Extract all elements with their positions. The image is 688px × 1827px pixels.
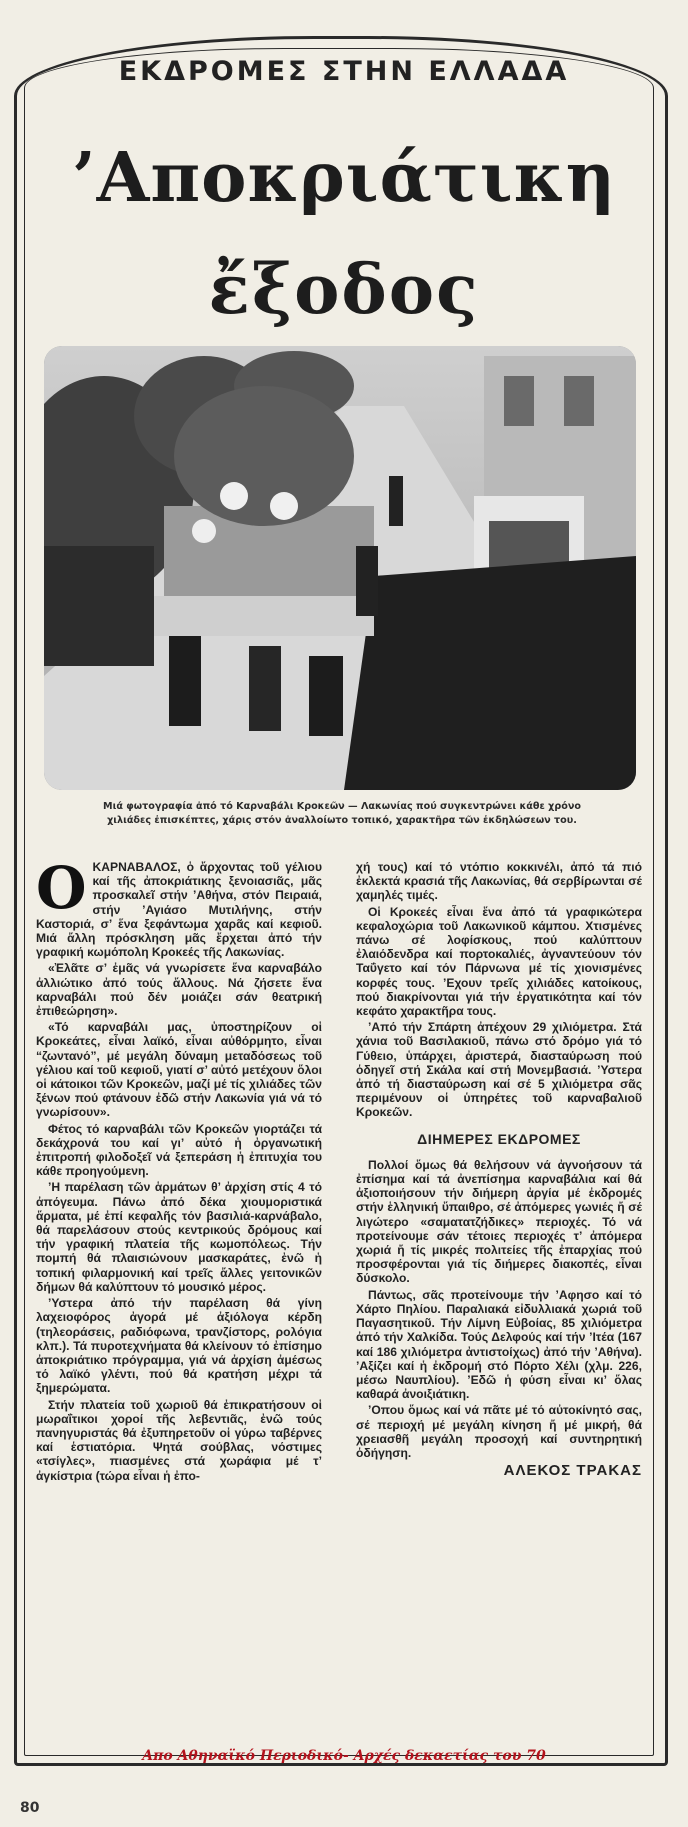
article-paragraph: ’Υστερα ἀπό τήν παρέλαση θά γίνη λαχειοφόρος ἀγορά μέ ἀξιόλογα κέρδη (τηλεοράσεις, ραδιόφωνα, τρανζίστορς, ρολόγια κλπ.). Τά πυροτεχνήματα θά κλείνουν τό ἐπίσημο ἀποκριάτικο πρόγραμμα, γιά νά ἀρχίση ἀμέσως τό λαϊκό γλέντι, πού θά κρατήση μέχρι τά ξημερώματα. (36, 1296, 322, 1396)
article-column-right (356, 860, 642, 1478)
article-paragraph: Πολλοί ὅμως θά θελήσουν νά ἀγνοήσουν τά ἐπίσημα καί τά ἀνεπίσημα καρναβάλια καί θά ἀξιοποιήσουν τήν διήμερη ἀργία μέ ἐκδρομές στήν ἑλληνική ὕπαιθρο, σέ ἀπόμερες γωνιές ἤ σέ λιγώτερο «σαματατζήδικες» περιοχές. Τό νά προτείνουμε σάν τέτοιες περιοχές τ’ ἀπόμερα χωριά ἤ τίς μικρές πολιτείες τῆς ἐπαρχίας πού προσφέρονται γιά τίς διήμερες διακοπές, εἶναι δύσκολο. (356, 1157, 642, 1286)
article-paragraph: «Τό καρναβάλι μας, ὑποστηρίζουν οἱ Κροκεάτες, εἶναι λαϊκό, εἶναι αὐθόρμητο, εἶναι “ζωντανό”, μέ μεγάλη δύναμη μεταδόσεως τοῦ γέλιου καί τοῦ κεφιοῦ, γιατί σ’ αὐτό μετέχουν ὅλοι οἱ κάτοικοι τῶν Κροκεῶν, μαζί μέ τίς χιλιάδες τῶν ξένων πού φτάνουν ἐδῶ στήν Λακωνία γιά νά τό γνωρίσουν». (36, 1020, 322, 1120)
drop-cap: Ο (36, 854, 87, 922)
article-paragraph: Στήν πλατεία τοῦ χωριοῦ θά ἐπικρατήσουν οἱ μωραΐτικοι χοροί τῆς λεβεντιᾶς, ἐνῶ τούς πανηγυριστάς θά ἐξυπηρετοῦν οἱ γύρω ταβέρνες καί ἑστιατόρια. Ψητά σούβλας, νόστιμες «τσίγλες», πιασμένες στά χωράφια μέ τ’ ἀγκίστρια (τώρα εἶναι ἡ ἐπο- (36, 1397, 322, 1483)
headline-line-2: ἔξοδος (208, 250, 480, 330)
photo-caption: Μιά φωτογραφία ἀπό τό Καρναβάλι Κροκεῶν — Λακωνίας πού συγκεντρώνει κάθε χρόνο χιλιάδες ἐπισκέπτες, χάρις στόν ἀναλλοίωτο τοπικό, χαρακτῆρα τῶν ἐκδηλώσεων του. (103, 801, 581, 826)
author-byline: ΑΛΕΚΟΣ ΤΡΑΚΑΣ (503, 1462, 642, 1480)
page-number: 80 (20, 1800, 40, 1816)
article-paragraph: Οἱ Κροκεές εἶναι ἕνα ἀπό τά γραφικώτερα κεφαλοχώρια τοῦ Λακωνικοῦ κάμπου. Χτισμένες πάνω σέ λοφίσκους, πού καλύπτουν ἐλαιόδενδρα καί πορτοκαλιές, ἀγναντεύουν τόν Ταΰγετο καί τόν Πάρνωνα μέ τίς χιονισμένες κορφές τους. ’Εχουν τρεῖς χιλιάδες κατοίκους, πού διακρίνονται γιά τήν ἐργατικότητα καί τόν κεφάτο χαρακτῆρα τους. (356, 904, 642, 1019)
headline-line-1: ’Αποκριάτικη (71, 138, 617, 218)
article-paragraph: ΟΚΑΡΝΑΒΑΛΟΣ, ὁ ἄρχοντας τοῦ γέλιου καί τῆς ἀποκριάτικης ξενοιασιᾶς, μᾶς προσκαλεῖ στήν ’Αθήνα, στόν Πειραιά, στήν ’Αγιάσο Μυτιλήνης, στήν Καστοριά, σ’ ἕνα ξεφάντωμα χαρᾶς καί κεφιοῦ. Μιά ἄλλη πρόσκληση μᾶς ἔρχεται ἀπό τήν γραφική κωμόπολη Κροκεές τῆς Λακωνίας. (36, 854, 322, 960)
subheading: ΔΙΗΜΕΡΕΣ ΕΚΔΡΟΜΕΣ (417, 1130, 581, 1147)
carnival-photo (44, 346, 636, 790)
article-paragraph: Φέτος τό καρναβάλι τῶν Κροκεῶν γιορτάζει τά δεκάχρονά του καί γι’ αὐτό ἡ ὀργανωτική ἐπιτροπή φιλοδοξεῖ νά ξεπεράση ἡ ἐπιτυχία του κάθε προηγούμενη. (36, 1121, 322, 1179)
article-paragraph: ’Οπου ὅμως καί νά πᾶτε μέ τό αὐτοκίνητό σας, σέ περιοχή μέ μεγάλη κίνηση ἤ μέ μικρή, θά χρειασθῆ μεγάλη προσοχή καί συντηρητική ὁδήγηση. (356, 1403, 642, 1460)
article-column-left (36, 854, 322, 1485)
section-title: ΕΚΔΡΟΜΕΣ ΣΤΗΝ ΕΛΛΑΔΑ (118, 56, 570, 87)
article-paragraph: «Ἐλᾶτε σ’ ἐμᾶς νά γνωρίσετε ἕνα καρναβάλο ἀλλιώτικο ἀπό τούς ἄλλους. Νά ζήσετε ἕνα καρναβάλι πού δέν μοιάζει σάν θεατρική ἐπιθεώρηση». (36, 961, 322, 1019)
article-paragraph: ’Η παρέλαση τῶν ἁρμάτων θ’ ἀρχίση στίς 4 τό ἀπόγευμα. Πάνω ἀπό δέκα χιουμοριστικά ἅρματα, μέ ἐπί κεφαλῆς τόν βασιλιά-καρνάβαλο, θά παρελάσουν στούς κεντρικούς δρόμους καί τήν γραφική πλατεία τῆς κωμοπόλεως. Τήν πομπή θά πλαισιώνουν μασκαράτες, ἐνῶ ἡ τοπική φιλαρμονική καί τρεῖς ἄλλες γειτονικῶν δήμων θά καλύπτουν τό μουσικό μέρος. (36, 1180, 322, 1294)
article-paragraph: χή τους) καί τό ντόπιο κοκκινέλι, ἀπό τά πιό ἐκλεκτά κρασιά τῆς Λακωνίας, θά σερβίρωνται σέ χαμηλές τιμές. (356, 860, 642, 903)
article-paragraph: Πάντως, σᾶς προτείνουμε τήν ’Αφησο καί τό Χάρτο Πηλίου. Παραλιακά εἰδυλλιακά χωριά τοῦ Παγασητικοῦ. Τήν Λίμνη Εὐβοίας, 85 χιλιόμετρα ἀπό τήν Χαλκίδα. Τούς Δελφούς καί τήν ’Ιτέα (167 καί 186 χιλιόμετρα ἀντιστοίχως) ἀπό τήν ’Αθήνα). ’Αξίζει καί ἡ ἐκδρομή στό Πόρτο Χέλι (χλμ. 226, μέσω Ναυπλίου). ’Εδῶ ἡ φύση εἶναι κι’ ὅλας καθαρά ἀνοιξιάτικη. (356, 1287, 642, 1402)
article-paragraph: ’Από τήν Σπάρτη ἀπέχουν 29 χιλιόμετρα. Στά χάνια τοῦ Βασιλακιοῦ, πάνω στό δρόμο γιά τό Γύθειο, ὑπάρχει, ἀριστερά, διασταύρωση πού ὁδηγεῖ στή Σκάλα καί στή Μονεμβασιά. ’Υστερα ἀπό τή διασταύρωση καί σέ 5 χιλιόμετρα σᾶς περιμένουν οἱ ὑπηρέτες τοῦ καρναβαλιοῦ Κροκεῶν. (356, 1020, 642, 1120)
source-note: Απο Αθηναϊκό Περιοδικό- Αρχές δεκαετίας του 70 (142, 1748, 546, 1764)
